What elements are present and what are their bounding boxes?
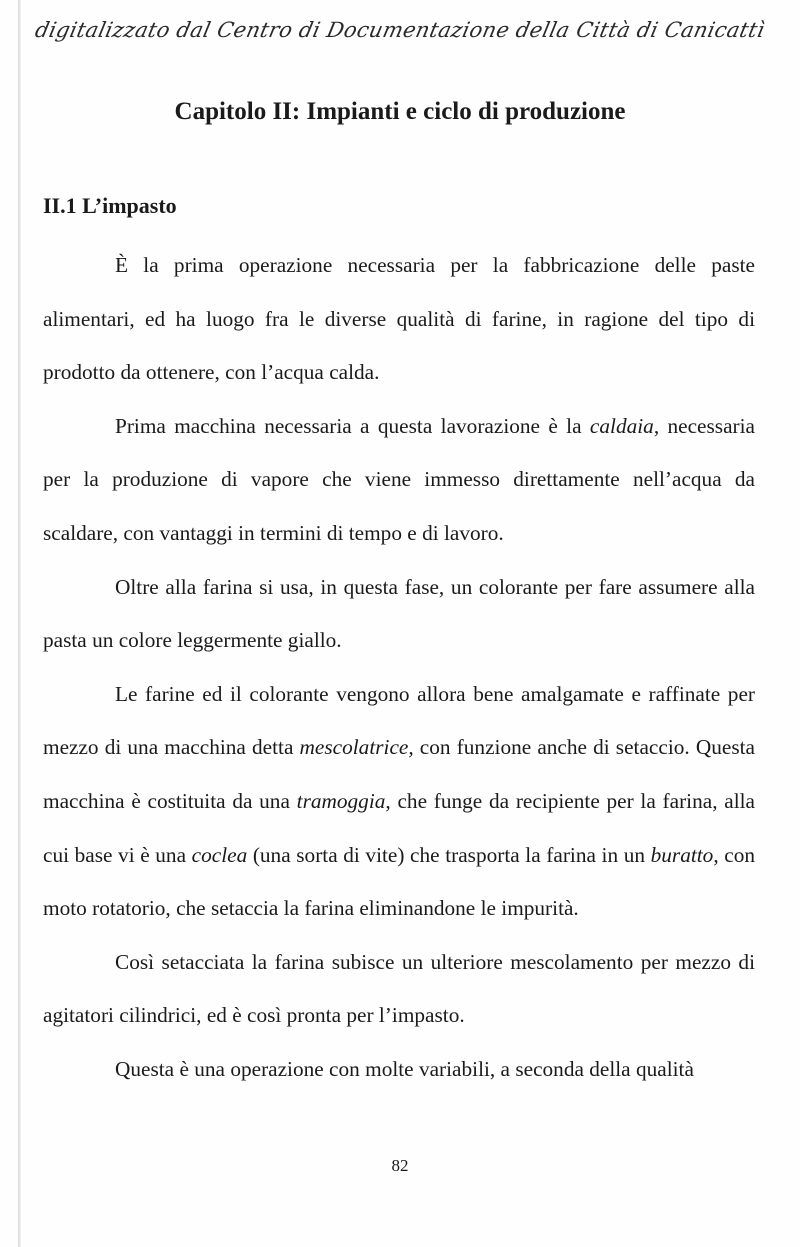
paragraph-4-text-i: , con moto rotatorio, che setaccia la farina eliminandone le impurità. <box>43 842 756 921</box>
paragraph-2-text-c: , necessaria per la produzione di vapore che viene immesso direttamente nell’acqua da scaldare, con vantaggi in termini di tempo e di lavoro. <box>43 413 756 545</box>
paragraph-2-text-a: Prima macchina necessaria a questa lavorazione è la <box>115 413 590 438</box>
term-coclea: coclea <box>191 842 248 867</box>
paragraph-4-text-a: Le farine ed il colorante vengono allora bene amalgamate e raffinate per mezzo di una macchina detta <box>43 681 755 760</box>
paragraph-6: Questa è una operazione con molte variabili, a seconda della qualità <box>115 1056 694 1081</box>
body-text <box>43 239 755 1097</box>
digitization-watermark: digitalizzato dal Centro di Documentazione della Città di Canicattì <box>33 18 767 42</box>
paragraph-3: Oltre alla farina si usa, in questa fase, un colorante per fare assumere alla pasta un colore leggermente giallo. <box>43 574 755 653</box>
paragraph-1: È la prima operazione necessaria per la fabbricazione delle paste alimentari, ed ha luogo fra le diverse qualità di farine, in ragione del tipo di prodotto da ottenere, con l’acqua calda. <box>43 253 755 385</box>
term-mescolatrice: mescolatrice, <box>299 735 414 760</box>
term-caldaia: caldaia <box>589 413 654 438</box>
paragraph-2 <box>43 400 755 561</box>
scan-edge-shadow <box>18 0 21 1247</box>
paragraph-4-text-g: (una sorta di vite) che trasporta la farina in un <box>247 842 651 867</box>
page-number: 82 <box>391 1156 409 1175</box>
term-buratto: buratto <box>650 842 714 867</box>
paragraph-5: Così setacciata la farina subisce un ulteriore mescolamento per mezzo di agitatori cilindrici, ed è così pronta per l’impasto. <box>43 949 755 1028</box>
paragraph-4 <box>43 668 755 936</box>
section-title: II.1 L’impasto <box>43 193 177 218</box>
term-tramoggia: tramoggia <box>296 788 386 813</box>
paragraph-4-text-e: , che funge da recipiente per la farina, alla cui base vi è una <box>43 788 755 867</box>
paragraph-4-text-c: con funzione anche di setaccio. Questa macchina è costituita da una <box>43 735 755 813</box>
chapter-title: Capitolo II: Impianti e ciclo di produzione <box>174 98 626 125</box>
